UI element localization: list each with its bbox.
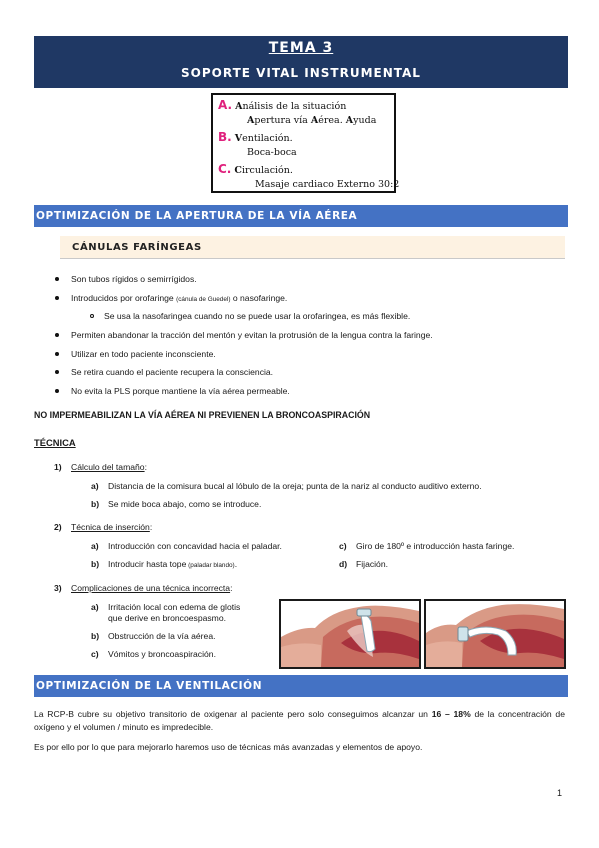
paragraph: La RCP-B cubre su objetivo transitorio de oxigenar al paciente pero solo conseguimos alcanzar un 16 – 18% de la concentración de oxígeno y el volumen / minuto es impredecible. — [34, 709, 565, 732]
airway-anatomy-image — [281, 601, 419, 667]
bullet-icon — [55, 389, 59, 393]
bullet-icon — [55, 296, 59, 300]
abc-letter: B. — [218, 130, 232, 144]
abc-line-b-detail: Boca-boca — [247, 147, 297, 158]
abc-letter: C. — [218, 162, 232, 176]
abc-line-b: B. Ventilación. — [218, 130, 293, 144]
abc-line-c-detail: Masaje cardiaco Externo 30:2 — [255, 179, 400, 190]
abc-line-a-detail: Apertura vía Aérea. Ayuda — [247, 115, 377, 126]
airway-anatomy-image — [426, 601, 564, 667]
bullet-icon — [55, 277, 59, 281]
abc-line-c: C. Circulación. — [218, 162, 293, 176]
cannula-insertion-illustration-2 — [424, 599, 566, 669]
page-title: TEMA 3 — [268, 40, 334, 56]
abc-line-a: A. Análisis de la situación — [218, 98, 347, 112]
warning-statement: NO IMPERMEABILIZAN LA VÍA AÉREA NI PREVIENEN LA BRONCOASPIRACIÓN — [34, 410, 371, 420]
section-heading-airway: OPTIMIZACIÓN DE LA APERTURA DE LA VÍA AÉREA — [34, 205, 568, 227]
section-heading-ventilation: OPTIMIZACIÓN DE LA VENTILACIÓN — [34, 675, 568, 697]
cannula-insertion-illustration-1 — [279, 599, 421, 669]
step-label: Cálculo del tamaño: — [71, 462, 147, 472]
page-number: 1 — [557, 788, 563, 798]
technique-heading: TÉCNICA — [34, 437, 76, 448]
bullet-icon — [55, 370, 59, 374]
abc-summary-box — [211, 93, 400, 193]
page-subtitle: SOPORTE VITAL INSTRUMENTAL — [181, 66, 421, 80]
paragraph: Es por ello por lo que para mejorarlo haremos uso de técnicas más avanzadas y elementos de apoyo. — [34, 742, 423, 752]
title-banner — [34, 36, 568, 88]
step-label: Técnica de inserción: — [71, 522, 153, 532]
step-label: Complicaciones de una técnica incorrecta: — [71, 583, 233, 593]
abc-letter: A. — [218, 98, 233, 112]
hollow-bullet-icon — [90, 314, 94, 318]
bullet-icon — [55, 333, 59, 337]
step-number: 1) — [54, 462, 62, 472]
subsection-heading-canulas: CÁNULAS FARÍNGEAS — [60, 236, 565, 259]
step-number: 3) — [54, 583, 62, 593]
step-number: 2) — [54, 522, 62, 532]
bullet-icon — [55, 352, 59, 356]
